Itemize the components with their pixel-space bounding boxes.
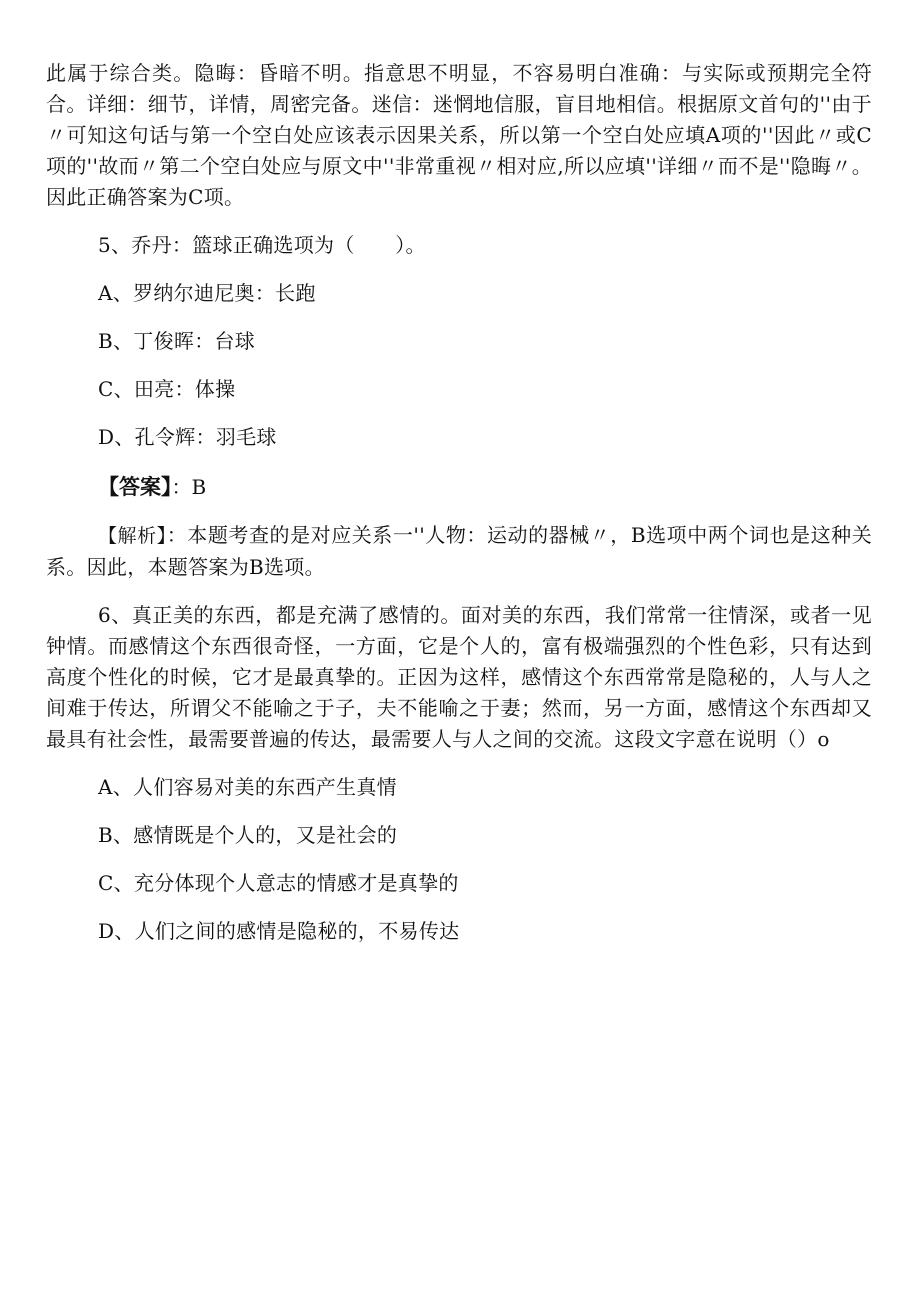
question-5-option-d: D、孔令辉：羽毛球	[98, 425, 277, 449]
answer-label: 【答案】	[98, 475, 172, 499]
analysis-label: 【解析】	[98, 525, 167, 547]
question-6-option-b: B、感情既是个人的，又是社会的	[98, 823, 398, 847]
question-5-option-a: A、罗纳尔迪尼奥：长跑	[98, 281, 316, 305]
question-5-option-c: C、田亮：体操	[98, 377, 236, 401]
analysis-text: ：本题考查的是对应关系一''人物：运动的器械〃，B选项中两个词也是这种关系。因此，本题答案为B选项。	[46, 523, 872, 579]
question-6-stem: 6、真正美的东西，都是充满了感情的。面对美的东西，我们常常一往情深，或者一见钟情。而感情这个东西很奇怪，一方面，它是个人的，富有极端强烈的个性色彩，只有达到高度个性化的时候，它才是最真挚的。正因为这样，感情这个东西常常是隐秘的，人与人之间难于传达，所谓父不能喻之于子，夫不能喻之于妻；然而，另一方面，感情这个东西却又最具有社会性，最需要普遍的传达，最需要人与人之间的交流。这段文字意在说明（）o	[46, 603, 872, 751]
question-6-option-a: A、人们容易对美的东西产生真情	[98, 775, 397, 799]
answer-value: ：B	[171, 475, 207, 499]
question-6-option-d: D、人们之间的感情是隐秘的，不易传达	[98, 919, 460, 943]
question-5-stem: 5、乔丹：篮球正确选项为（ ）。	[98, 233, 426, 257]
question-5-answer	[98, 472, 872, 503]
document-page	[46, 58, 872, 947]
question-6-option-c: C、充分体现个人意志的情感才是真挚的	[98, 871, 459, 895]
intro-paragraph: 此属于综合类。隐晦：昏暗不明。指意思不明显，不容易明白准确：与实际或预期完全符合。详细：细节，详情，周密完备。迷信：迷惘地信服，盲目地相信。根据原文首句的''由于〃可知这句话与第一个空白处应该表示因果关系，所以第一个空白处应填A项的''因此〃或C项的''故而〃第二个空白处应与原文中''非常重视〃相对应,所以应填''详细〃而不是''隐晦〃。因此正确答案为C项。	[46, 61, 872, 209]
question-5-analysis	[46, 520, 872, 583]
question-5-option-b: B、丁俊晖：台球	[98, 329, 256, 353]
